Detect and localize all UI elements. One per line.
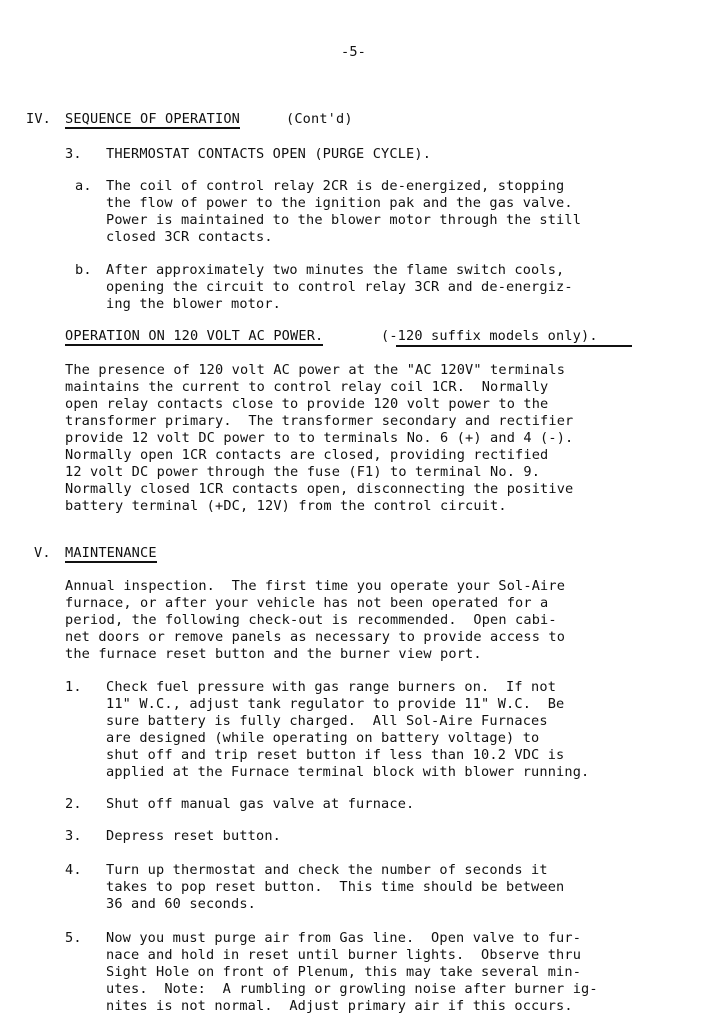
item-b-line: After approximately two minutes the flame switch cools, [106, 262, 565, 278]
step-1-line: are designed (while operating on battery voltage) to [106, 730, 540, 746]
step-5-line: utes. Note: A rumbling or growling noise after burner ig- [106, 981, 598, 997]
maintenance-intro-line: period, the following check-out is recommended. Open cabi- [65, 612, 557, 628]
operation-ac-line: maintains the current to control relay coil 1CR. Normally [65, 379, 549, 395]
step-1-line: applied at the Furnace terminal block with blower running. [106, 764, 590, 780]
step-1-line: sure battery is fully charged. All Sol-Aire Furnaces [106, 713, 548, 729]
operation-ac-line: open relay contacts close to provide 120 volt power to the [65, 396, 549, 412]
step-4-number: 4. [65, 862, 82, 878]
item-a-marker: a. [75, 178, 92, 194]
item-a-line: closed 3CR contacts. [106, 229, 273, 245]
section-iv-cont: (Cont'd) [286, 111, 353, 127]
step-3-line: Depress reset button. [106, 828, 282, 844]
maintenance-intro-line: net doors or remove panels as necessary to provide access to [65, 629, 566, 645]
step-5-number: 5. [65, 930, 82, 946]
step-1-number: 1. [65, 679, 82, 695]
operation-ac-line: 12 volt DC power through the fuse (F1) to terminal No. 9. [65, 464, 541, 480]
item-b-marker: b. [75, 262, 92, 278]
step-5-line: nace and hold in reset until burner lights. Observe thru [106, 947, 582, 963]
step-2-line: Shut off manual gas valve at furnace. [106, 796, 415, 812]
operation-ac-line: The presence of 120 volt AC power at the "AC 120V" terminals [65, 362, 566, 378]
maintenance-intro-line: Annual inspection. The first time you operate your Sol-Aire [65, 578, 566, 594]
operation-ac-heading: OPERATION ON 120 VOLT AC POWER. [65, 328, 324, 344]
operation-ac-line: Normally open 1CR contacts are closed, providing rectified [65, 447, 549, 463]
item-b-line: ing the blower motor. [106, 296, 282, 312]
step-4-line: Turn up thermostat and check the number of seconds it [106, 862, 548, 878]
operation-ac-line: transformer primary. The transformer secondary and rectifier [65, 413, 574, 429]
section-v-numeral: V. [34, 545, 51, 561]
step-3-number: 3. [65, 828, 82, 844]
operation-ac-line: battery terminal (+DC, 12V) from the control circuit. [65, 498, 507, 514]
operation-ac-suffix-underline [396, 345, 632, 347]
step-2-number: 2. [65, 796, 82, 812]
step-1-line: Check fuel pressure with gas range burners on. If not [106, 679, 557, 695]
operation-ac-line: provide 12 volt DC power to to terminals No. 6 (+) and 4 (-). [65, 430, 574, 446]
step-1-line: shut off and trip reset button if less than 10.2 VDC is [106, 747, 565, 763]
item-b-line: opening the circuit to control relay 3CR and de-energiz- [106, 279, 573, 295]
section-iv-title: SEQUENCE OF OPERATION [65, 111, 241, 127]
step-1-line: 11" W.C., adjust tank regulator to provide 11" W.C. Be [106, 696, 565, 712]
section-v-title: MAINTENANCE [65, 545, 157, 561]
operation-ac-suffix: (-120 suffix models only). [381, 328, 598, 344]
item-3-title: THERMOSTAT CONTACTS OPEN (PURGE CYCLE). [106, 146, 432, 162]
step-4-line: takes to pop reset button. This time should be between [106, 879, 565, 895]
page-number: -5- [341, 44, 367, 60]
operation-ac-line: Normally closed 1CR contacts open, disconnecting the positive [65, 481, 574, 497]
item-3-number: 3. [65, 146, 82, 162]
step-5-line: Sight Hole on front of Plenum, this may take several min- [106, 964, 582, 980]
maintenance-intro-line: furnace, or after your vehicle has not been operated for a [65, 595, 549, 611]
maintenance-intro-line: the furnace reset button and the burner view port. [65, 646, 482, 662]
section-iv-numeral: IV. [26, 111, 52, 127]
item-a-line: The coil of control relay 2CR is de-energized, stopping [106, 178, 565, 194]
item-a-line: the flow of power to the ignition pak and the gas valve. [106, 195, 573, 211]
item-a-line: Power is maintained to the blower motor through the still [106, 212, 582, 228]
step-4-line: 36 and 60 seconds. [106, 896, 257, 912]
step-5-line: Now you must purge air from Gas line. Open valve to fur- [106, 930, 582, 946]
step-5-line: nites is not normal. Adjust primary air if this occurs. [106, 998, 573, 1014]
